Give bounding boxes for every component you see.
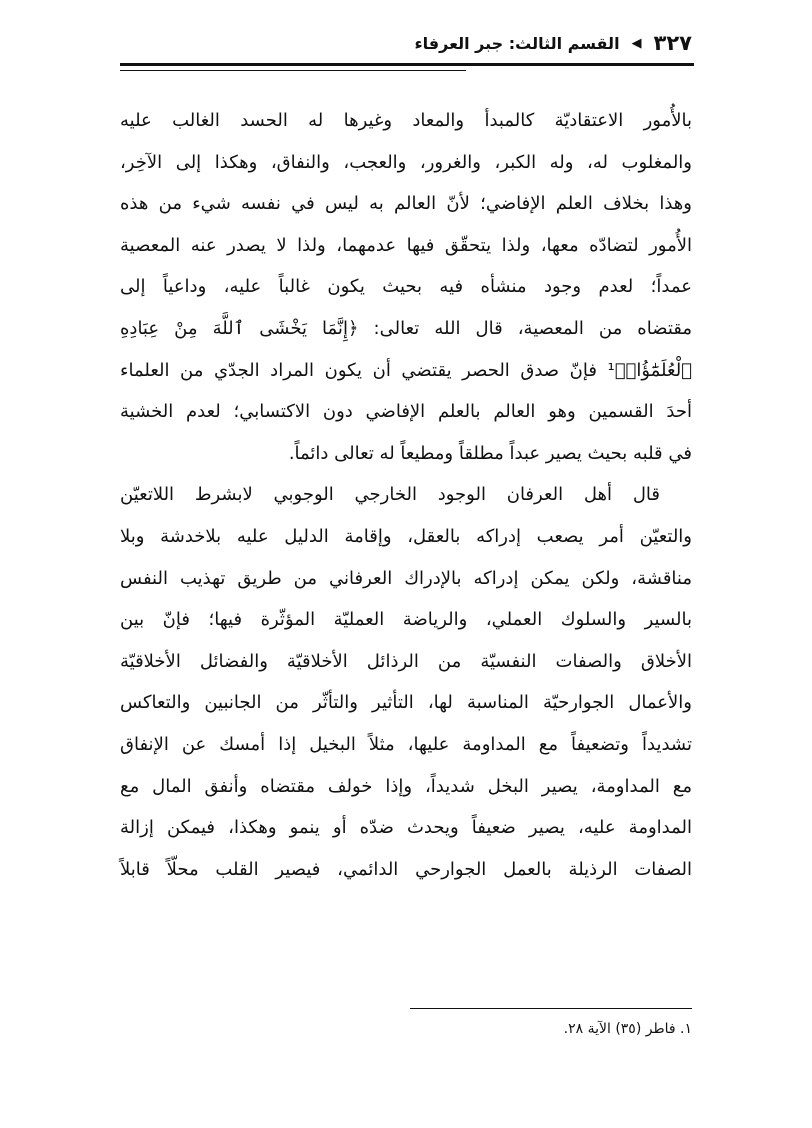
text-line: بالسير والسلوك العملي، والرياضة العمليّة المؤثّرة فيها؛ فإنّ بين [120,609,692,631]
text-line: عمداً؛ لعدم وجود منشأه فيه بحيث يكون غالباً عليه، وداعياً إلى [120,276,692,298]
text-line: الصفات الرذيلة بالعمل الجوارحي الدائمي، فيصير القلب محلّاً قابلاً [120,858,692,880]
text-line: بالأُمور الاعتقاديّة كالمبدأ والمعاد وغيرها له الحسد الغالب عليه [120,110,692,131]
text-line: الأخلاق والصفات النفسيّة من الرذائل الأخلاقيّة والفضائل الأخلاقيّة [120,650,692,672]
header-rule-thick [120,63,694,66]
paragraph-2 [120,474,692,890]
page-number: ٣٢٧ [653,31,692,55]
text-line: مقتضاه من المعصية، قال الله تعالى: ﴿إِنَّمَا يَخْشَى ٱللَّهَ مِنْ عِبَادِهِ [120,317,692,339]
header-title: القسم الثالث: جبر العرفاء [414,33,620,53]
text-line: ٱلْعُلَمَٰٓؤُا۟﴾¹ فإنّ صدق الحصر يقتضي أن يكون المراد الجدّي من العلماء [120,359,692,381]
text-line: والمغلوب له، وله الكبر، والغرور، والعجب، والنفاق، وهكذا إلى الآخِر، [120,151,692,173]
text-line: والتعيّن أمر يصعب إدراكه بالعقل، وإقامة الدليل عليه بلاخدشة وبلا [120,525,692,547]
footnote-rule [410,1008,692,1009]
text-line: المداومة عليه، يصير ضعيفاً ويحدث ضدّه أو ينمو وهكذا، فيمكن إزالة [120,817,692,839]
text-line: أحدَ القسمين وهو العالم بالعلم الإفاضي دون الاكتسابي؛ لعدم الخشية [120,401,692,423]
paragraph-1 [120,100,692,474]
text-line: وهذا بخلاف العلم الإفاضي؛ لأنّ العالم به ليس في نفسه شيء من هذه [120,193,692,215]
text-line: مع المداومة، يصير البخل شديداً، وإذا خولف مقتضاه وأنفق المال مع [120,775,692,797]
running-header [120,28,692,58]
header-rule-thin [120,70,466,71]
text-line: تشديداً وتضعيفاً مع المداومة عليها، مثلاً البخيل إذا أمسك عن الإنفاق [120,733,692,755]
text-line: مناقشة، ولكن يمكن إدراكه بالإدراك العرفاني من طريق تهذيب النفس [120,567,692,589]
footnote: ١. فاطر (٣٥) الآية ٢٨. [563,1021,692,1037]
text-line: والأعمال الجوارحيّة المناسبة لها، التأثير والتأثّر من الجانبين والتعاكس [120,692,692,714]
body-text [120,100,692,890]
text-line: قال أهل العرفان الوجود الخارجي الوجوبي لابشرط اللاتعيّن [120,484,660,506]
header-arrow-icon: ◀ [631,35,642,51]
text-line: الأُمور لتضادّه معها، ولذا يتحقّق فيها عدمهما، ولذا لا يصدر عنه المعصية [120,234,692,256]
text-line: في قلبه بحيث يصير عبداً مطلقاً ومطيعاً له تعالى دائماً. [288,442,692,464]
